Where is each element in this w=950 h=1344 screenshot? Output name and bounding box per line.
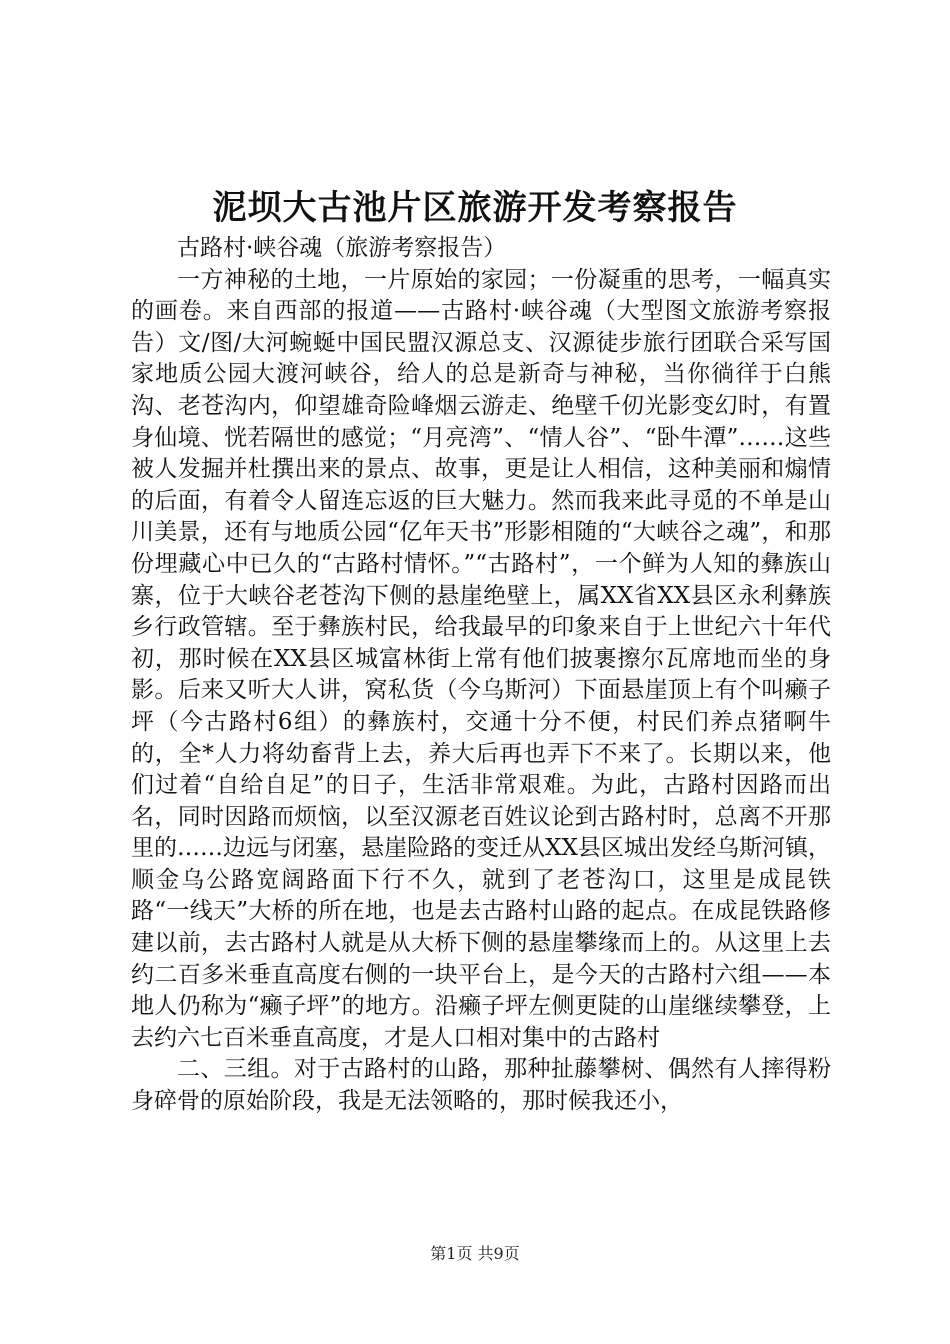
body-paragraph: 二、三组。对于古路村的山路，那种扯藤攀树、偶然有人摔得粉身碎骨的原始阶段，我是无法领略的，那时候我还小，	[131, 1056, 831, 1115]
document-title: 泥坝大古池片区旅游开发考察报告	[212, 188, 738, 228]
subtitle-paragraph: 古路村·峡谷魂（旅游考察报告）	[177, 235, 507, 261]
page-number-footer: 第1页 共9页	[430, 1244, 520, 1263]
body-paragraph: 一方神秘的土地，一片原始的家园；一份凝重的思考，一幅真实的画卷。来自西部的报道——古路村·峡谷魂（大型图文旅游考察报告）文/图/大河蜿蜒中国民盟汉源总支、汉源徒步旅行团联合采写国家地质公园大渡河峡谷，给人的总是新奇与神秘，当你徜徉于白熊沟、老苍沟内，仰望雄奇险峰烟云游走、绝壁千仞光影变幻时，有置身仙境、恍若隔世的感觉；“月亮湾”、“情人谷”、“卧牛潭”……这些被人发掘并杜撰出来的景点、故事，更是让人相信，这种美丽和煽情的后面，有着令人留连忘返的巨大魅力。然而我来此寻觅的不单是山川美景，还有与地质公园“亿年天书”形影相随的“大峡谷之魂”，和那份埋藏心中已久的“古路村情怀。”“古路村”，一个鲜为人知的彝族山寨，位于大峡谷老苍沟下侧的悬崖绝壁上，属XX省XX县区永利彝族乡行政管辖。至于彝族村民，给我最早的印象来自于上世纪六十年代初，那时候在XX县区城富林街上常有他们披裹擦尔瓦席地而坐的身影。后来又听大人讲，窝私货（今乌斯河）下面悬崖顶上有个叫癞子坪（今古路村6组）的彝族村，交通十分不便，村民们养点猪啊牛的，全*人力将幼畜背上去，养大后再也弄下不来了。长期以来，他们过着“自给自足”的日子，生活非常艰难。为此，古路村因路而出名，同时因路而烦恼，以至汉源老百姓议论到古路村时，总离不开那里的……边远与闭塞，悬崖险路的变迁从XX县区城出发经乌斯河镇，顺金乌公路宽阔路面下行不久，就到了老苍沟口，这里是成昆铁路“一线天”大桥的所在地，也是去古路村山路的起点。在成昆铁路修建以前，去古路村人就是从大桥下侧的悬崖攀缘而上的。从这里上去约二百多米垂直高度右侧的一块平台上，是今天的古路村六组——本地人仍称为“癞子坪”的地方。沿癞子坪左侧更陡的山崖继续攀登，上去约六七百米垂直高度，才是人口相对集中的古路村	[131, 266, 831, 1051]
document-body	[131, 233, 831, 1118]
